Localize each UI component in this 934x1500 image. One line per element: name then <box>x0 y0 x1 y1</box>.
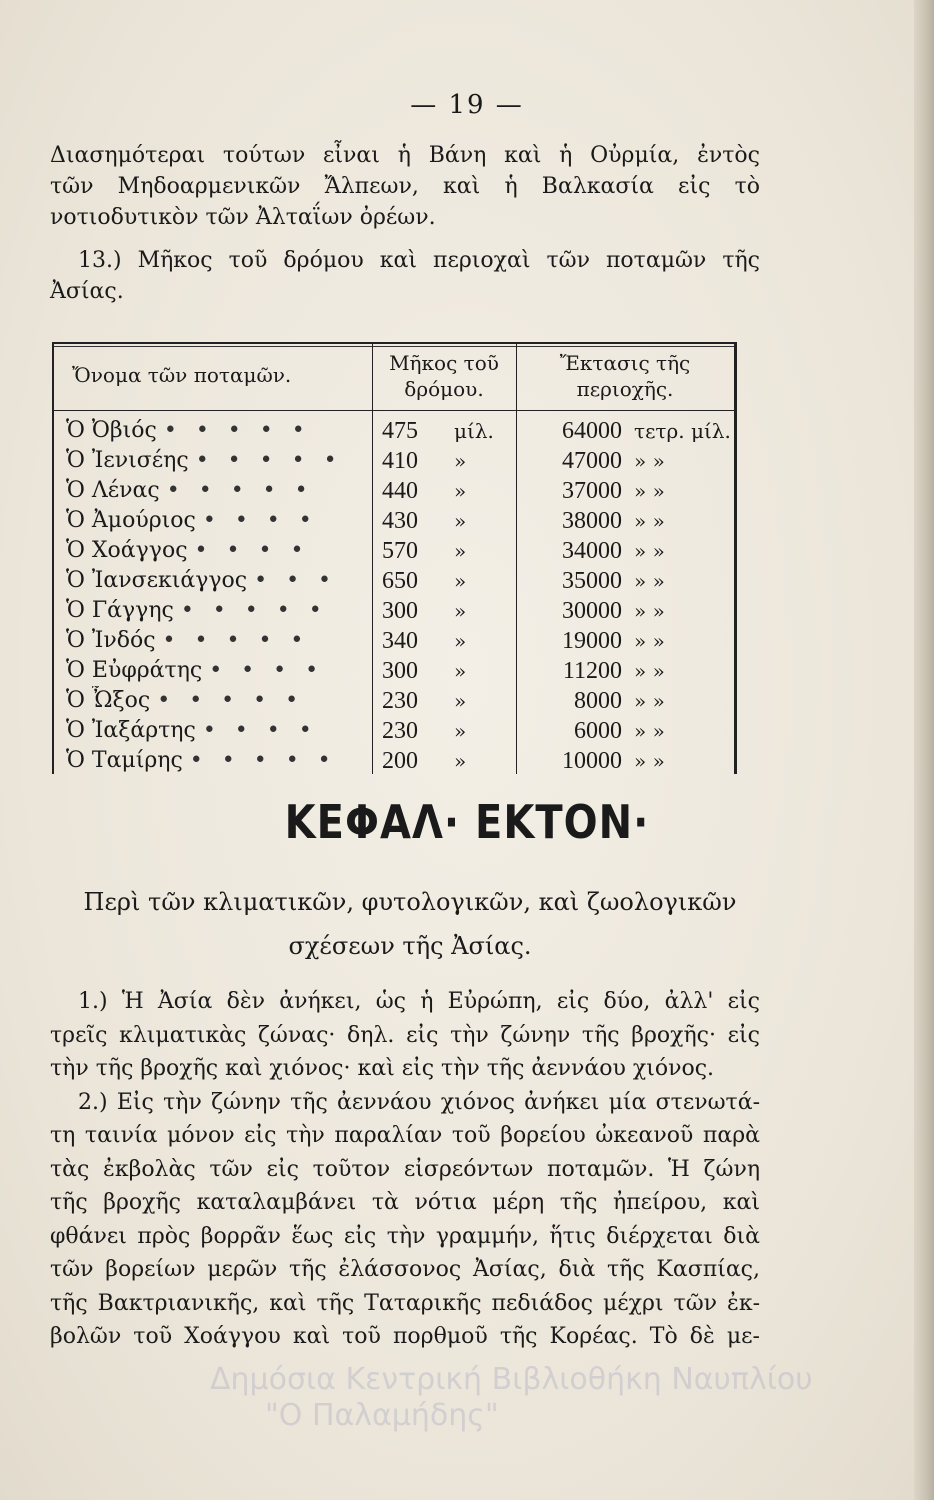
river-name-cell <box>66 476 366 506</box>
river-length-unit-cell: » <box>454 629 467 653</box>
river-name-cell <box>66 416 366 446</box>
river-area-unit-cell: » » <box>634 689 665 713</box>
river-area-cell: 64000 <box>562 418 622 444</box>
river-area-unit-cell: » » <box>634 479 665 503</box>
leader-dots: • • • • <box>202 508 318 533</box>
leader-dots: • • • • <box>209 658 325 683</box>
leader-dots: • • • • • <box>195 448 343 473</box>
river-area-unit-cell: » » <box>634 659 665 683</box>
river-name-cell <box>66 536 366 566</box>
river-name: Ὁ Ὦξος <box>66 688 151 713</box>
river-length-unit-cell: » <box>454 689 467 713</box>
river-area-unit-cell: » » <box>634 629 665 653</box>
river-length-cell: 230 <box>382 718 418 744</box>
river-name-cell <box>66 626 366 656</box>
body-line: βολῶν τοῦ Χοάγγου καὶ τοῦ πορθμοῦ τῆς Κορέας. Τὸ δὲ με- <box>50 1324 760 1349</box>
river-length-cell: 300 <box>382 658 418 684</box>
library-watermark-line1: Δημόσια Κεντρική Βιβλιοθήκη Ναυπλίου <box>210 1362 813 1397</box>
body-line: 1.) Ἡ Ἀσία δὲν ἀνήκει, ὡς ἡ Εὐρώπη, εἰς δύο, ἀλλ' εἰς <box>78 989 760 1014</box>
section-13-line: Ἀσίας. <box>50 279 124 304</box>
river-area-cell: 11200 <box>562 658 622 684</box>
river-area-unit-cell: τετρ. μίλ. <box>634 419 731 443</box>
river-name: Ὁ Ἰενισέης <box>66 448 189 473</box>
river-length-cell: 430 <box>382 508 418 534</box>
river-length-unit-cell: » <box>454 719 467 743</box>
table-row <box>54 656 734 686</box>
table-row <box>54 446 734 476</box>
river-area-unit-cell: » » <box>634 569 665 593</box>
river-length-unit-cell: » <box>454 449 467 473</box>
header-river-name: Ὄνομα τῶν ποταμῶν. <box>72 363 292 387</box>
body-line: φθάνει πρὸς βορρᾶν ἕως εἰς τὴν γραμμήν, ἥτις διέρχεται διὰ <box>50 1223 760 1249</box>
river-length-unit-cell: » <box>454 509 467 533</box>
river-name: Ὁ Λένας <box>66 478 160 503</box>
river-length-cell: 475 <box>382 418 418 444</box>
river-name-cell <box>66 506 366 536</box>
header-length <box>374 350 514 406</box>
river-area-cell: 8000 <box>574 688 622 714</box>
river-name: Ὁ Γάγγης <box>66 598 174 623</box>
river-area-cell: 35000 <box>562 568 622 594</box>
table-top-rule <box>54 342 734 344</box>
river-length-unit-cell: » <box>454 599 467 623</box>
chapter-subtitle <box>60 880 760 968</box>
body-line: τῶν βορείων μερῶν τῆς ἐλάσσονος Ἀσίας, διὰ τῆς Κασπίας, <box>50 1257 760 1282</box>
river-name-cell <box>66 656 366 686</box>
leader-dots: • • • • • <box>162 628 310 653</box>
river-name: Ὁ Χοάγγος <box>66 538 188 563</box>
river-length-cell: 650 <box>382 568 418 594</box>
river-area-unit-cell: » » <box>634 509 665 533</box>
table-row <box>54 626 734 656</box>
river-area-cell: 19000 <box>562 628 622 654</box>
header-area-line2: περιοχῆς. <box>576 377 674 401</box>
river-length-unit-cell: μίλ. <box>454 419 494 443</box>
river-area-cell: 6000 <box>574 718 622 744</box>
intro-line: νοτιοδυτικὸν τῶν Ἀλταΐων ὀρέων. <box>50 205 436 230</box>
body-line: τὰς ἐκβολὰς τῶν εἰς τοῦτον εἰσρεόντων ποταμῶν. Ἡ ζώνη <box>50 1156 760 1182</box>
body-line: τὴν τῆς βροχῆς καὶ χιόνος· καὶ εἰς τὴν τῆς ἀεννάου χιόνος. <box>50 1056 715 1081</box>
leader-dots: • • • • • <box>166 478 314 503</box>
header-length-line2: δρόμου. <box>404 377 484 401</box>
intro-paragraph <box>50 140 760 233</box>
river-name: Ὁ Ταμίρης <box>66 748 183 773</box>
river-name-cell <box>66 596 366 626</box>
river-name-cell <box>66 716 366 746</box>
body-line: τῆς βροχῆς καταλαμβάνει τὰ νότια μέρη τῆς ἠπείρου, καὶ <box>50 1190 760 1215</box>
river-length-cell: 410 <box>382 448 418 474</box>
body-line: τῆς Βακτριανικῆς, καὶ τῆς Ταταρικῆς πεδιάδος μέχρι τῶν ἐκ- <box>50 1290 760 1316</box>
table-row <box>54 596 734 626</box>
river-area-cell: 34000 <box>562 538 622 564</box>
river-length-unit-cell: » <box>454 749 467 773</box>
intro-line: Διασημότεραι τούτων εἶναι ἡ Βάνη καὶ ἡ Οὐρμία, ἐντὸς <box>50 143 760 168</box>
river-area-cell: 47000 <box>562 448 622 474</box>
table-top-rule-thin <box>54 346 734 347</box>
leader-dots: • • • • • <box>163 418 311 443</box>
river-name-cell <box>66 746 366 776</box>
river-length-cell: 230 <box>382 688 418 714</box>
river-area-cell: 38000 <box>562 508 622 534</box>
river-name: Ὁ Ὀβιός <box>66 418 157 443</box>
river-name: Ὁ Εὐφράτης <box>66 658 203 683</box>
river-area-unit-cell: » » <box>634 449 665 473</box>
body-line: 2.) Εἰς τὴν ζώνην τῆς ἀεννάου χιόνος ἀνήκει μία στενωτά- <box>78 1089 760 1115</box>
table-row <box>54 506 734 536</box>
leader-dots: • • • <box>254 568 338 593</box>
header-length-line1: Μῆκος τοῦ <box>389 351 499 375</box>
river-name-cell <box>66 566 366 596</box>
river-area-unit-cell: » » <box>634 719 665 743</box>
leader-dots: • • • • • <box>157 688 305 713</box>
table-row <box>54 416 734 446</box>
river-area-unit-cell: » » <box>634 599 665 623</box>
header-rule <box>54 410 734 411</box>
river-name: Ὁ Ἀμούριος <box>66 508 196 533</box>
table-row <box>54 716 734 746</box>
river-area-cell: 30000 <box>562 598 622 624</box>
book-spine-shadow <box>914 0 934 1500</box>
header-area-line1: Ἔκτασις τῆς <box>559 351 691 375</box>
rivers-table <box>52 342 737 774</box>
river-name: Ὁ Ἰαξάρτης <box>66 718 196 743</box>
river-area-unit-cell: » » <box>634 749 665 773</box>
river-length-unit-cell: » <box>454 539 467 563</box>
body-line: τη ταινία μόνον εἰς τὴν παραλίαν τοῦ βορείου ὠκεανοῦ παρὰ <box>50 1123 760 1148</box>
table-row <box>54 566 734 596</box>
leader-dots: • • • • • <box>180 598 328 623</box>
river-length-unit-cell: » <box>454 569 467 593</box>
river-area-unit-cell: » » <box>634 539 665 563</box>
table-row <box>54 536 734 566</box>
leader-dots: • • • • <box>202 718 318 743</box>
river-area-cell: 37000 <box>562 478 622 504</box>
section-13-line: 13.) Μῆκος τοῦ δρόμου καὶ περιοχαὶ τῶν ποταμῶν τῆς <box>78 248 760 273</box>
library-watermark-line2: "Ο Παλαμήδης" <box>265 1398 499 1433</box>
river-length-unit-cell: » <box>454 659 467 683</box>
page-number: — 19 — <box>410 90 524 120</box>
leader-dots: • • • • • <box>189 748 337 773</box>
river-name: Ὁ Ἰανσεκιάγγος <box>66 568 248 593</box>
river-name: Ὁ Ἰνδός <box>66 628 156 653</box>
river-length-cell: 440 <box>382 478 418 504</box>
table-body <box>54 416 734 776</box>
section-13-paragraph <box>50 245 760 307</box>
chapter-heading: ΚΕΦΑΛ· ΕΚΤΟΝ· <box>284 796 650 850</box>
river-length-cell: 570 <box>382 538 418 564</box>
river-length-cell: 340 <box>382 628 418 654</box>
river-name-cell <box>66 686 366 716</box>
river-length-cell: 200 <box>382 748 418 774</box>
river-name-cell <box>66 446 366 476</box>
table-row <box>54 686 734 716</box>
river-length-unit-cell: » <box>454 479 467 503</box>
body-line: τρεῖς κλιματικὰς ζώνας· δηλ. εἰς τὴν ζώνην τῆς βροχῆς· εἰς <box>50 1022 760 1048</box>
table-row <box>54 746 734 776</box>
subtitle-line: Περὶ τῶν κλιματικῶν, φυτολογικῶν, καὶ ζωολογικῶν <box>83 888 737 916</box>
intro-line: τῶν Μηδοαρμενικῶν Ἄλπεων, καὶ ἡ Βαλκασία εἰς τὸ <box>50 174 760 199</box>
body-paragraphs <box>50 985 760 1354</box>
river-length-cell: 300 <box>382 598 418 624</box>
river-area-cell: 10000 <box>562 748 622 774</box>
header-area <box>520 350 730 406</box>
subtitle-line: σχέσεων τῆς Ἀσίας. <box>288 932 532 960</box>
table-row <box>54 476 734 506</box>
leader-dots: • • • • <box>194 538 310 563</box>
